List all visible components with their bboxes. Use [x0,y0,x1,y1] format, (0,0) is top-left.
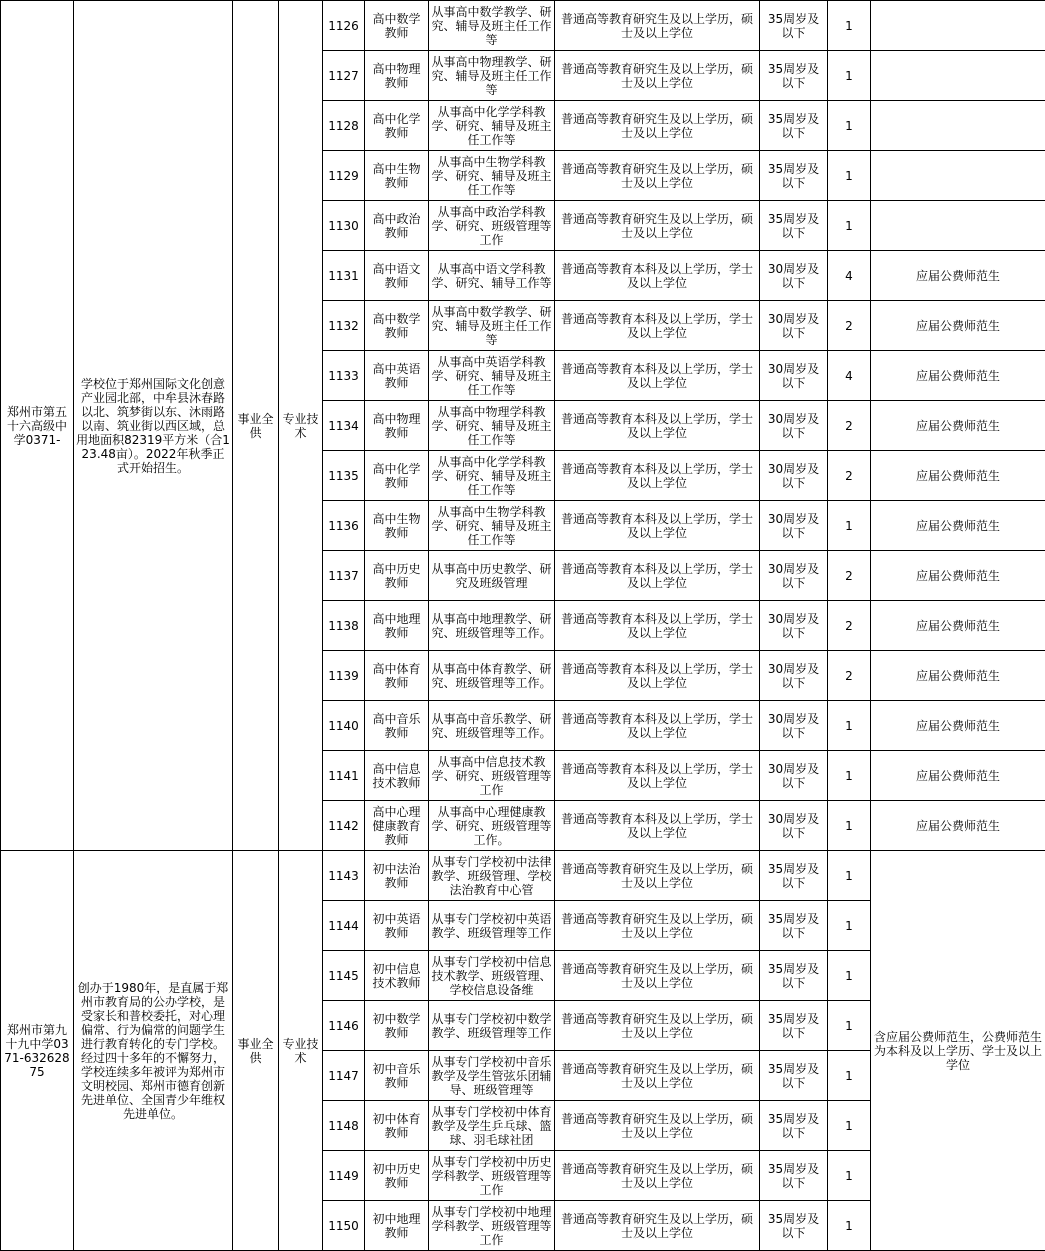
post-duty-cell-text: 从事专门学校初中地理学科教学、班级管理等工作 [431,1204,552,1247]
other-requirement-cell: 应届公费师范生 [871,651,1045,701]
post-duty-cell-text: 从事专门学校初中音乐教学及学生管弦乐团辅导、班级管理等 [431,1054,552,1097]
age-requirement-cell: 35周岁及以下 [760,1001,828,1051]
post-code-cell: 1135 [323,451,365,501]
education-requirement-cell: 普通高等教育本科及以上学历，学士及以上学位 [555,651,760,701]
post-duty-cell-text: 从事专门学校初中历史学科教学、班级管理等工作 [431,1154,552,1197]
post-duty-cell-text: 从事高中物理教学、研究、辅导及班主任工作等 [431,54,552,97]
post-duty-cell-text: 从事高中物理学科教学、研究、辅导及班主任工作等 [431,404,552,447]
other-requirement-cell: 应届公费师范生 [871,351,1045,401]
headcount-cell: 1 [828,801,871,851]
post-duty-cell [429,1051,555,1101]
post-duty-cell-text: 从事专门学校初中数学教学、班级管理等工作 [431,1011,552,1040]
post-duty-cell-text: 从事高中政治学科教学、研究、班级管理等工作 [431,204,552,247]
post-duty-cell-text: 从事专门学校初中英语教学、班级管理等工作 [431,911,552,940]
post-duty-cell [429,601,555,651]
age-requirement-cell: 35周岁及以下 [760,951,828,1001]
headcount-cell: 1 [828,51,871,101]
other-requirement-cell: 应届公费师范生 [871,451,1045,501]
post-code-cell: 1131 [323,251,365,301]
post-code-cell: 1142 [323,801,365,851]
headcount-cell: 1 [828,901,871,951]
age-requirement-cell: 30周岁及以下 [760,351,828,401]
post-duty-cell [429,701,555,751]
post-duty-cell-text: 从事专门学校初中信息技术教学、班级管理、学校信息设备维 [431,954,552,997]
post-name-cell: 高中音乐教师 [365,701,429,751]
post-category-cell: 专业技术 [279,851,323,1251]
education-requirement-cell: 普通高等教育本科及以上学历，学士及以上学位 [555,401,760,451]
headcount-cell: 1 [828,101,871,151]
post-duty-cell-text: 从事高中化学学科教学、研究、辅导及班主任工作等 [431,104,552,147]
other-requirement-cell: 应届公费师范生 [871,701,1045,751]
headcount-cell: 2 [828,651,871,701]
post-name-cell: 高中数学教师 [365,1,429,51]
other-requirement-cell [871,201,1045,251]
headcount-cell: 2 [828,301,871,351]
age-requirement-cell: 30周岁及以下 [760,801,828,851]
headcount-cell: 1 [828,201,871,251]
education-requirement-cell: 普通高等教育研究生及以上学历，硕士及以上学位 [555,101,760,151]
post-name-cell: 高中数学教师 [365,301,429,351]
other-requirement-cell: 应届公费师范生 [871,801,1045,851]
post-duty-cell [429,451,555,501]
post-duty-cell [429,201,555,251]
post-code-cell: 1132 [323,301,365,351]
education-requirement-cell: 普通高等教育研究生及以上学历，硕士及以上学位 [555,1001,760,1051]
post-duty-cell [429,751,555,801]
age-requirement-cell: 30周岁及以下 [760,701,828,751]
post-name-cell: 初中历史教师 [365,1151,429,1201]
post-duty-cell [429,1101,555,1151]
post-name-cell: 高中历史教师 [365,551,429,601]
education-requirement-cell: 普通高等教育本科及以上学历，学士及以上学位 [555,351,760,401]
headcount-cell: 2 [828,551,871,601]
post-duty-cell-text: 从事高中数学教学、研究、辅导及班主任工作等 [431,304,552,347]
post-code-cell: 1126 [323,1,365,51]
education-requirement-cell: 普通高等教育研究生及以上学历，硕士及以上学位 [555,951,760,1001]
age-requirement-cell: 30周岁及以下 [760,551,828,601]
post-duty-cell [429,51,555,101]
headcount-cell: 1 [828,1201,871,1251]
other-requirement-cell [871,151,1045,201]
post-name-cell: 初中地理教师 [365,1201,429,1251]
post-code-cell: 1136 [323,501,365,551]
headcount-cell: 4 [828,251,871,301]
post-name-cell: 高中生物教师 [365,501,429,551]
post-name-cell: 初中体育教师 [365,1101,429,1151]
education-requirement-cell: 普通高等教育本科及以上学历，学士及以上学位 [555,451,760,501]
age-requirement-cell: 30周岁及以下 [760,651,828,701]
post-code-cell: 1146 [323,1001,365,1051]
post-duty-cell [429,851,555,901]
post-name-cell: 高中物理教师 [365,401,429,451]
post-code-cell: 1139 [323,651,365,701]
post-code-cell: 1133 [323,351,365,401]
post-name-cell: 初中信息技术教师 [365,951,429,1001]
post-code-cell: 1134 [323,401,365,451]
other-requirement-cell: 应届公费师范生 [871,751,1045,801]
headcount-cell: 1 [828,951,871,1001]
headcount-cell: 1 [828,1001,871,1051]
age-requirement-cell: 35周岁及以下 [760,1101,828,1151]
post-name-cell: 高中政治教师 [365,201,429,251]
headcount-cell: 1 [828,151,871,201]
headcount-cell: 2 [828,451,871,501]
post-duty-cell-text: 从事高中生物学科教学、研究、辅导及班主任工作等 [431,504,552,547]
age-requirement-cell: 35周岁及以下 [760,1151,828,1201]
age-requirement-cell: 35周岁及以下 [760,101,828,151]
age-requirement-cell: 30周岁及以下 [760,501,828,551]
post-name-cell: 高中地理教师 [365,601,429,651]
age-requirement-cell: 30周岁及以下 [760,601,828,651]
age-requirement-cell: 35周岁及以下 [760,901,828,951]
headcount-cell: 2 [828,401,871,451]
table-row [1,1,1045,51]
other-requirement-cell: 应届公费师范生 [871,401,1045,451]
unit-profile-cell: 创办于1980年，是直属于郑州市教育局的公办学校，是受家长和普校委托，对心理偏常、行为偏常的问题学生进行教育转化的专门学校。经过四十多年的不懈努力，学校连续多年被评为郑州市文明校园、郑州市德育创新先进单位、全国青少年维权先进单位。 [74,851,233,1251]
education-requirement-cell: 普通高等教育本科及以上学历，学士及以上学位 [555,601,760,651]
education-requirement-cell: 普通高等教育本科及以上学历，学士及以上学位 [555,801,760,851]
post-duty-cell-text: 从事专门学校初中法律教学、班级管理、学校法治教育中心管 [431,854,552,897]
post-duty-cell [429,401,555,451]
post-code-cell: 1128 [323,101,365,151]
post-code-cell: 1137 [323,551,365,601]
post-category-cell: 专业技术 [279,1,323,851]
age-requirement-cell: 35周岁及以下 [760,1,828,51]
other-requirement-cell: 应届公费师范生 [871,501,1045,551]
unit-name-cell: 郑州市第五十六高级中学0371- [1,1,74,851]
age-requirement-cell: 30周岁及以下 [760,751,828,801]
education-requirement-cell: 普通高等教育本科及以上学历，学士及以上学位 [555,551,760,601]
headcount-cell: 4 [828,351,871,401]
age-requirement-cell: 30周岁及以下 [760,301,828,351]
headcount-cell: 1 [828,501,871,551]
post-name-cell: 高中体育教师 [365,651,429,701]
post-duty-cell [429,551,555,601]
post-duty-cell [429,251,555,301]
post-duty-cell [429,351,555,401]
other-requirement-cell: 应届公费师范生 [871,551,1045,601]
post-duty-cell [429,1001,555,1051]
post-duty-cell-text: 从事高中音乐教学、研究、班级管理等工作。 [431,711,552,740]
headcount-cell: 2 [828,601,871,651]
post-code-cell: 1144 [323,901,365,951]
other-requirement-cell: 应届公费师范生 [871,251,1045,301]
post-duty-cell-text: 从事高中英语学科教学、研究、辅导及班主任工作等 [431,354,552,397]
post-name-cell: 初中音乐教师 [365,1051,429,1101]
education-requirement-cell: 普通高等教育本科及以上学历，学士及以上学位 [555,251,760,301]
age-requirement-cell: 35周岁及以下 [760,151,828,201]
post-duty-cell [429,501,555,551]
age-requirement-cell: 35周岁及以下 [760,201,828,251]
post-duty-cell-text: 从事专门学校初中体育教学及学生乒乓球、篮球、羽毛球社团 [431,1104,552,1147]
post-code-cell: 1150 [323,1201,365,1251]
other-requirement-cell: 应届公费师范生 [871,301,1045,351]
post-name-cell: 初中法治教师 [365,851,429,901]
education-requirement-cell: 普通高等教育研究生及以上学历，硕士及以上学位 [555,1101,760,1151]
post-duty-cell-text: 从事高中心理健康教学、研究、班级管理等工作。 [431,804,552,847]
post-duty-cell [429,651,555,701]
post-name-cell: 高中信息技术教师 [365,751,429,801]
post-duty-cell-text: 从事高中语文学科教学、研究、辅导工作等 [431,261,552,290]
post-code-cell: 1138 [323,601,365,651]
table-body [1,1,1045,1251]
post-duty-cell-text: 从事高中化学学科教学、研究、辅导及班主任工作等 [431,454,552,497]
post-code-cell: 1145 [323,951,365,1001]
education-requirement-cell: 普通高等教育研究生及以上学历，硕士及以上学位 [555,151,760,201]
post-name-cell: 高中英语教师 [365,351,429,401]
post-code-cell: 1130 [323,201,365,251]
education-requirement-cell: 普通高等教育研究生及以上学历，硕士及以上学位 [555,851,760,901]
post-duty-cell [429,901,555,951]
funding-nature-cell: 事业全供 [233,1,279,851]
post-code-cell: 1127 [323,51,365,101]
other-requirement-cell: 含应届公费师范生，公费师范生为本科及以上学历、学士及以上学位 [871,851,1045,1251]
headcount-cell: 1 [828,1051,871,1101]
education-requirement-cell: 普通高等教育本科及以上学历，学士及以上学位 [555,301,760,351]
post-name-cell: 高中物理教师 [365,51,429,101]
other-requirement-cell [871,51,1045,101]
education-requirement-cell: 普通高等教育研究生及以上学历，硕士及以上学位 [555,1,760,51]
post-duty-cell [429,151,555,201]
education-requirement-cell: 普通高等教育研究生及以上学历，硕士及以上学位 [555,201,760,251]
post-name-cell: 高中生物教师 [365,151,429,201]
education-requirement-cell: 普通高等教育研究生及以上学历，硕士及以上学位 [555,1201,760,1251]
post-duty-cell [429,1151,555,1201]
age-requirement-cell: 30周岁及以下 [760,251,828,301]
post-duty-cell [429,801,555,851]
post-name-cell: 高中心理健康教育教师 [365,801,429,851]
post-code-cell: 1143 [323,851,365,901]
post-duty-cell [429,951,555,1001]
education-requirement-cell: 普通高等教育研究生及以上学历，硕士及以上学位 [555,51,760,101]
post-name-cell: 初中英语教师 [365,901,429,951]
education-requirement-cell: 普通高等教育研究生及以上学历，硕士及以上学位 [555,1051,760,1101]
post-duty-cell-text: 从事高中体育教学、研究、班级管理等工作。 [431,661,552,690]
age-requirement-cell: 35周岁及以下 [760,1051,828,1101]
age-requirement-cell: 35周岁及以下 [760,51,828,101]
education-requirement-cell: 普通高等教育研究生及以上学历，硕士及以上学位 [555,1151,760,1201]
other-requirement-cell [871,1,1045,51]
post-duty-cell-text: 从事高中历史教学、研究及班级管理 [431,561,552,590]
post-duty-cell-text: 从事高中数学教学、研究、辅导及班主任工作等 [431,4,552,47]
post-code-cell: 1147 [323,1051,365,1101]
post-duty-cell-text: 从事高中生物学科教学、研究、辅导及班主任工作等 [431,154,552,197]
post-duty-cell [429,301,555,351]
age-requirement-cell: 35周岁及以下 [760,1201,828,1251]
post-name-cell: 初中数学教师 [365,1001,429,1051]
age-requirement-cell: 30周岁及以下 [760,451,828,501]
post-code-cell: 1149 [323,1151,365,1201]
post-name-cell: 高中化学教师 [365,451,429,501]
education-requirement-cell: 普通高等教育本科及以上学历，学士及以上学位 [555,501,760,551]
education-requirement-cell: 普通高等教育本科及以上学历，学士及以上学位 [555,751,760,801]
headcount-cell: 1 [828,751,871,801]
headcount-cell: 1 [828,701,871,751]
headcount-cell: 1 [828,851,871,901]
post-code-cell: 1129 [323,151,365,201]
headcount-cell: 1 [828,1101,871,1151]
age-requirement-cell: 30周岁及以下 [760,401,828,451]
post-code-cell: 1148 [323,1101,365,1151]
other-requirement-cell: 应届公费师范生 [871,601,1045,651]
unit-profile-cell: 学校位于郑州国际文化创意产业园北部，中牟县沐春路以北、筑梦街以东、沐雨路以南、筑业街以西区域，总用地面积82319平方米（合123.48亩）。2022年秋季正式开始招生。 [74,1,233,851]
post-code-cell: 1141 [323,751,365,801]
headcount-cell: 1 [828,1,871,51]
education-requirement-cell: 普通高等教育研究生及以上学历，硕士及以上学位 [555,901,760,951]
post-duty-cell-text: 从事高中信息技术教学、研究、班级管理等工作 [431,754,552,797]
headcount-cell: 1 [828,1151,871,1201]
post-name-cell: 高中语文教师 [365,251,429,301]
unit-name-cell: 郑州市第九十九中学0371-63262875 [1,851,74,1251]
post-code-cell: 1140 [323,701,365,751]
post-duty-cell [429,101,555,151]
funding-nature-cell: 事业全供 [233,851,279,1251]
age-requirement-cell: 35周岁及以下 [760,851,828,901]
post-duty-cell [429,1201,555,1251]
education-requirement-cell: 普通高等教育本科及以上学历，学士及以上学位 [555,701,760,751]
other-requirement-cell [871,101,1045,151]
post-duty-cell-text: 从事高中地理教学、研究、班级管理等工作。 [431,611,552,640]
post-duty-cell [429,1,555,51]
table-row [1,851,1045,901]
post-name-cell: 高中化学教师 [365,101,429,151]
